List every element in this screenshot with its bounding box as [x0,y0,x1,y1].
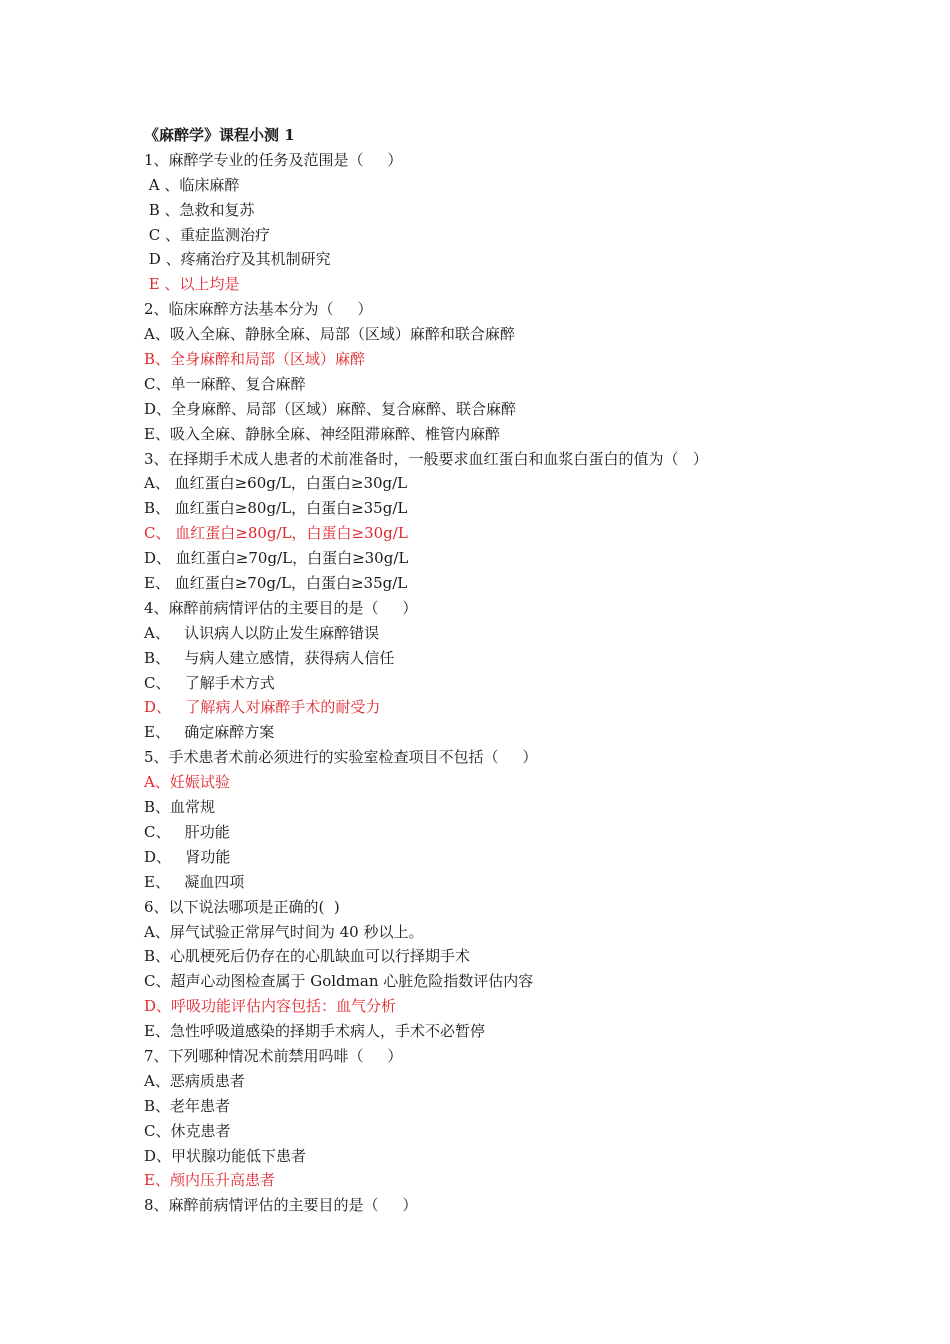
answer-option: D、 血红蛋白≥70g/L，白蛋白≥30g/L [144,549,409,568]
correct-option: D、 了解病人对麻醉手术的耐受力 [144,698,381,717]
answer-option: D、甲状腺功能低下患者 [144,1146,307,1165]
answer-option: C 、重症监测治疗 [144,225,271,244]
question-stem: 8、麻醉前病情评估的主要目的是（ ） [144,1196,418,1215]
answer-option: C、休克患者 [144,1121,231,1140]
answer-option: E、吸入全麻、静脉全麻、神经阻滞麻醉、椎管内麻醉 [144,424,500,443]
correct-option: D、呼吸功能评估内容包括：血气分析 [144,997,397,1016]
question-stem: 2、临床麻醉方法基本分为（ ） [144,300,373,319]
question-stem: 3、在择期手术成人患者的术前准备时，一般要求血红蛋白和血浆白蛋白的值为（ ） [144,449,708,468]
answer-option: E、 血红蛋白≥70g/L，白蛋白≥35g/L [144,574,408,593]
answer-option: A 、临床麻醉 [144,175,240,194]
quiz-content [144,123,844,1218]
answer-option: B 、急救和复苏 [144,200,255,219]
answer-option: B、血常规 [144,798,216,817]
answer-option: A、恶病质患者 [144,1071,245,1090]
question-stem: 4、麻醉前病情评估的主要目的是（ ） [144,598,418,617]
answer-option: D、 肾功能 [144,847,231,866]
correct-option: B、全身麻醉和局部（区域）麻醉 [144,350,366,369]
correct-option: C、 血红蛋白≥80g/L，白蛋白≥30g/L [144,524,408,543]
question-stem: 5、手术患者术前必须进行的实验室检查项目不包括（ ） [144,748,538,767]
answer-option: B、 与病人建立感情，获得病人信任 [144,648,395,667]
answer-option: A、吸入全麻、静脉全麻、局部（区域）麻醉和联合麻醉 [144,325,515,344]
answer-option: B、老年患者 [144,1096,231,1115]
question-stem: 1、麻醉学专业的任务及范围是（ ） [144,150,403,169]
answer-option: E、 确定麻醉方案 [144,723,275,742]
answer-option: B、心肌梗死后仍存在的心肌缺血可以行择期手术 [144,947,471,966]
answer-option: D 、疼痛治疗及其机制研究 [144,250,331,269]
answer-option: C、超声心动图检查属于 Goldman 心脏危险指数评估内容 [144,972,534,991]
answer-option: C、 肝功能 [144,822,230,841]
correct-option: E、颅内压升高患者 [144,1171,275,1190]
answer-option: C、单一麻醉、复合麻醉 [144,374,306,393]
answer-option: C、 了解手术方式 [144,673,275,692]
correct-option: E 、以上均是 [144,275,240,294]
answer-option: E、急性呼吸道感染的择期手术病人，手术不必暂停 [144,1022,485,1041]
question-stem: 6、以下说法哪项是正确的( ) [144,897,340,916]
answer-option: A、屏气试验正常屏气时间为 40 秒以上。 [144,922,424,941]
answer-option: E、 凝血四项 [144,872,245,891]
correct-option: A、妊娠试验 [144,773,230,792]
document-title: 《麻醉学》课程小测 1 [144,126,295,144]
answer-option: A、 认识病人以防止发生麻醉错误 [144,623,380,642]
question-stem: 7、下列哪种情况术前禁用吗啡（ ） [144,1046,403,1065]
answer-option: B、 血红蛋白≥80g/L，白蛋白≥35g/L [144,499,408,518]
answer-option: A、 血红蛋白≥60g/L，白蛋白≥30g/L [144,474,408,493]
answer-option: D、全身麻醉、局部（区域）麻醉、复合麻醉、联合麻醉 [144,399,517,418]
